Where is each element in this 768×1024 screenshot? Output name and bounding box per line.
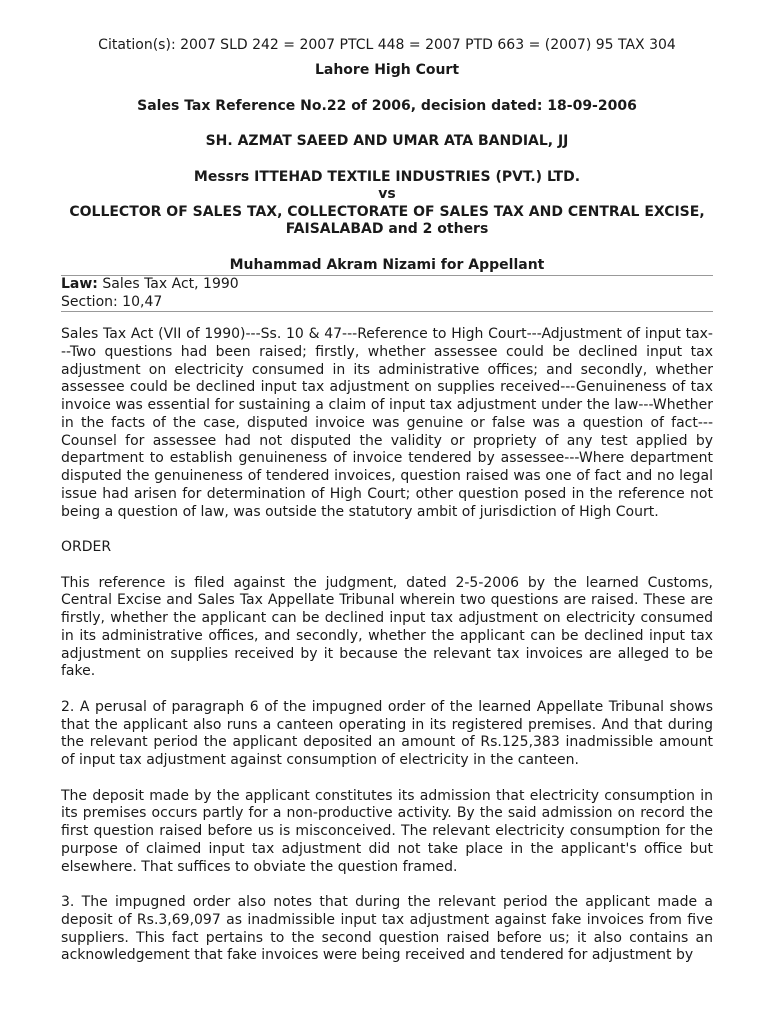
order-paragraph-3: The deposit made by the applicant constitutes its admission that electricity consumption in its premises occurs partly for a non-productive activity. By the said admission on record the first question raised before us is misconceived. The relevant electricity consumption for the purpose of claimed input tax adjustment did not take place in the applicant's office but elsewhere. That suffices to obviate the question framed. (61, 787, 713, 875)
reference-line: Sales Tax Reference No.22 of 2006, decision dated: 18-09-2006 (137, 97, 637, 114)
law-label: Law: (61, 276, 98, 292)
order-paragraph-1: This reference is filed against the judgment, dated 2-5-2006 by the learned Customs, Central Excise and Sales Tax Appellate Tribunal wherein two questions are raised. These are firstly, whether the applicant can be declined input tax adjustment on electricity consumed in its administrative offices, and secondly, whether the applicant can be declined input tax adjustment on supplies received by it because the relevant tax invoices are alleged to be fake. (61, 574, 713, 680)
order-heading: ORDER (61, 539, 112, 555)
law-line (61, 276, 713, 294)
court-name: Lahore High Court (314, 62, 460, 78)
counsel-line: Muhammad Akram Nizami for Appellant (229, 256, 545, 273)
law-section-box (61, 275, 713, 312)
respondent-name: COLLECTOR OF SALES TAX, COLLECTORATE OF SALES TAX AND CENTRAL EXCISE, FAISALABAD and 2 others (69, 203, 705, 237)
citation-line: Citation(s): 2007 SLD 242 = 2007 PTCL 448 = 2007 PTD 663 = (2007) 95 TAX 304 (98, 37, 676, 53)
section-line: Section: 10,47 (61, 293, 163, 310)
headnote-summary: Sales Tax Act (VII of 1990)---Ss. 10 & 47---Reference to High Court---Adjustment of input tax---Two questions had been raised; firstly, whether assessee could be declined input tax adjustment on electricity consumed in its administrative offices; and secondly, whether assessee could be declined input tax adjustment on supplies received---Genuineness of tax invoice was essential for sustaining a claim of input tax adjustment under the law---Whether in the facts of the case, disputed invoice was genuine or false was a question of fact---Counsel for assessee had not disputed the validity or propriety of any test applied by department to establish genuineness of invoice tendered by assessee---Where department disputed the genuineness of tendered invoices, question raised was one of fact and no legal issue had arisen for determination of High Court; other question posed in the reference not being a question of law, was outside the statutory ambit of jurisdiction of High Court. (61, 326, 713, 520)
parties-block (61, 169, 713, 239)
order-paragraph-4: 3. The impugned order also notes that during the relevant period the applicant made a deposit of Rs.3,69,097 as inadmissible input tax adjustment against fake invoices from five suppliers. This fact pertains to the second question raised before us; it also contains an acknowledgement that fake invoices were being received and tendered for adjustment by (61, 894, 713, 964)
versus-label: vs (378, 186, 396, 202)
law-value: Sales Tax Act, 1990 (102, 276, 239, 292)
appellant-name: Messrs ITTEHAD TEXTILE INDUSTRIES (PVT.) LTD. (193, 168, 581, 185)
judgment-page (61, 0, 713, 965)
judges-line: SH. AZMAT SAEED AND UMAR ATA BANDIAL, JJ (205, 133, 569, 149)
order-paragraph-2: 2. A perusal of paragraph 6 of the impugned order of the learned Appellate Tribunal shows that the applicant also runs a canteen operating in its registered premises. And that during the relevant period the applicant deposited an amount of Rs.125,383 inadmissible amount of input tax adjustment against consumption of electricity in the canteen. (61, 698, 713, 768)
